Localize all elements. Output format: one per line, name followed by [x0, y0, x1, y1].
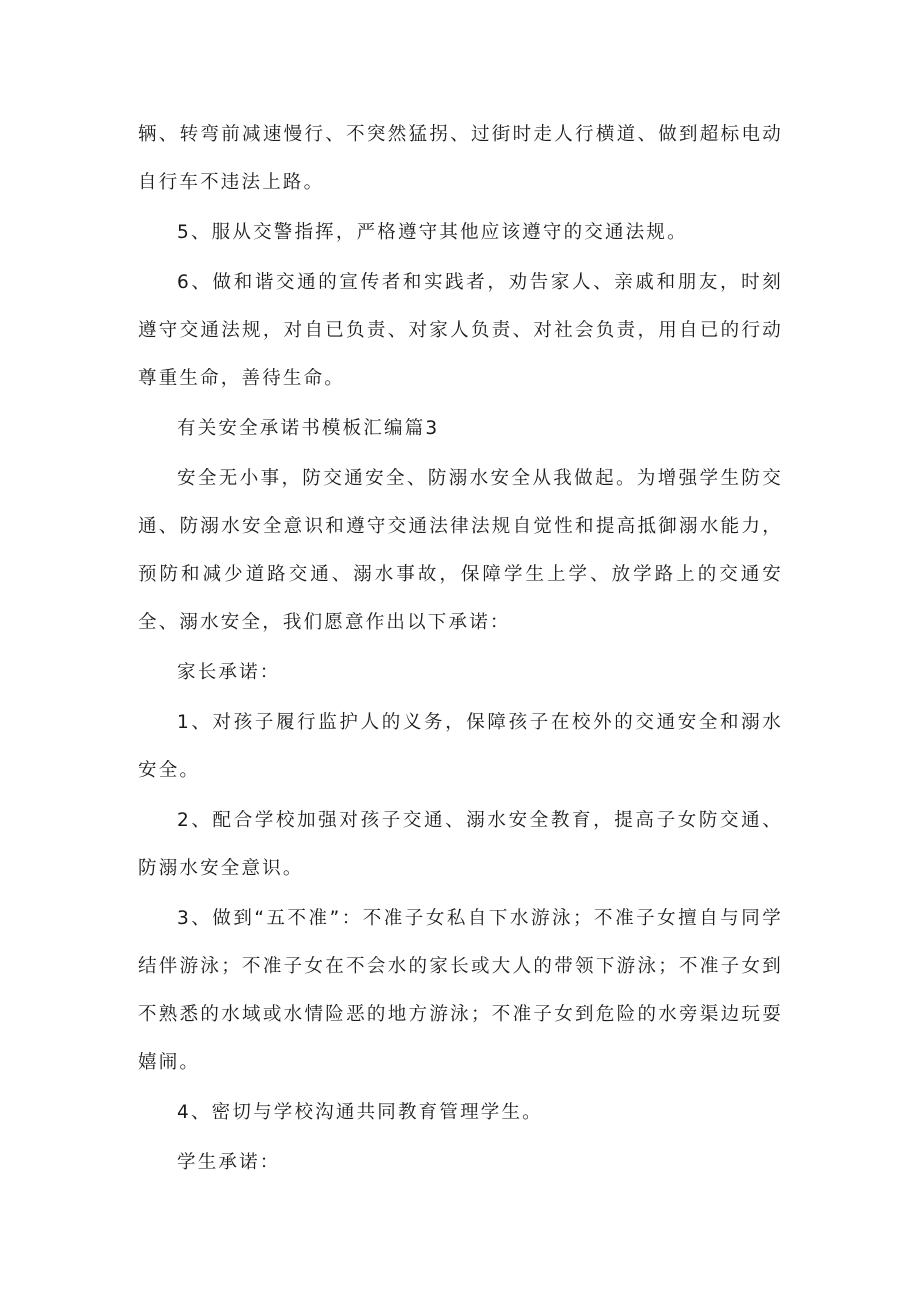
parent-item-4: 4、密切与学校沟通共同教育管理学生。 — [177, 1102, 543, 1123]
paragraph-item-5: 5、服从交警指挥，严格遵守其他应该遵守的交通法规。 — [177, 222, 688, 243]
parent-item-1: 1、对孩子履行监护人的义务，保障孩子在校外的交通安全和溺水安全。 — [138, 712, 783, 781]
document-body — [138, 111, 783, 1187]
section-heading: 有关安全承诺书模板汇编篇3 — [177, 418, 440, 439]
paragraph-intro: 安全无小事，防交通安全、防溺水安全从我做起。为增强学生防交通、防溺水安全意识和遵守交通法律法规自觉性和提高抵御溺水能力，预防和减少道路交通、溺水事故，保障学生上学、放学路上的交通安全、溺水安全，我们愿意作出以下承诺： — [138, 468, 783, 633]
paragraph-traffic-rules-continued: 辆、转弯前减速慢行、不突然猛拐、过街时走人行横道、做到超标电动自行车不违法上路。 — [138, 124, 783, 193]
parent-item-3: 3、做到“五不准”：不准子女私自下水游泳；不准子女擅自与同学结伴游泳；不准子女在不会水的家长或大人的带领下游泳；不准子女到不熟悉的水域或水情险恶的地方游泳；不准子女到危险的水旁渠边玩耍嬉闹。 — [138, 908, 783, 1073]
parent-pledge-heading: 家长承诺： — [177, 662, 281, 683]
parent-item-2: 2、配合学校加强对孩子交通、溺水安全教育，提高子女防交通、防溺水安全意识。 — [138, 810, 783, 879]
paragraph-item-6: 6、做和谐交通的宣传者和实践者，劝告家人、亲戚和朋友，时刻遵守交通法规，对自已负责、对家人负责、对社会负责，用自已的行动尊重生命，善待生命。 — [138, 272, 783, 389]
student-pledge-heading: 学生承诺： — [177, 1152, 281, 1173]
